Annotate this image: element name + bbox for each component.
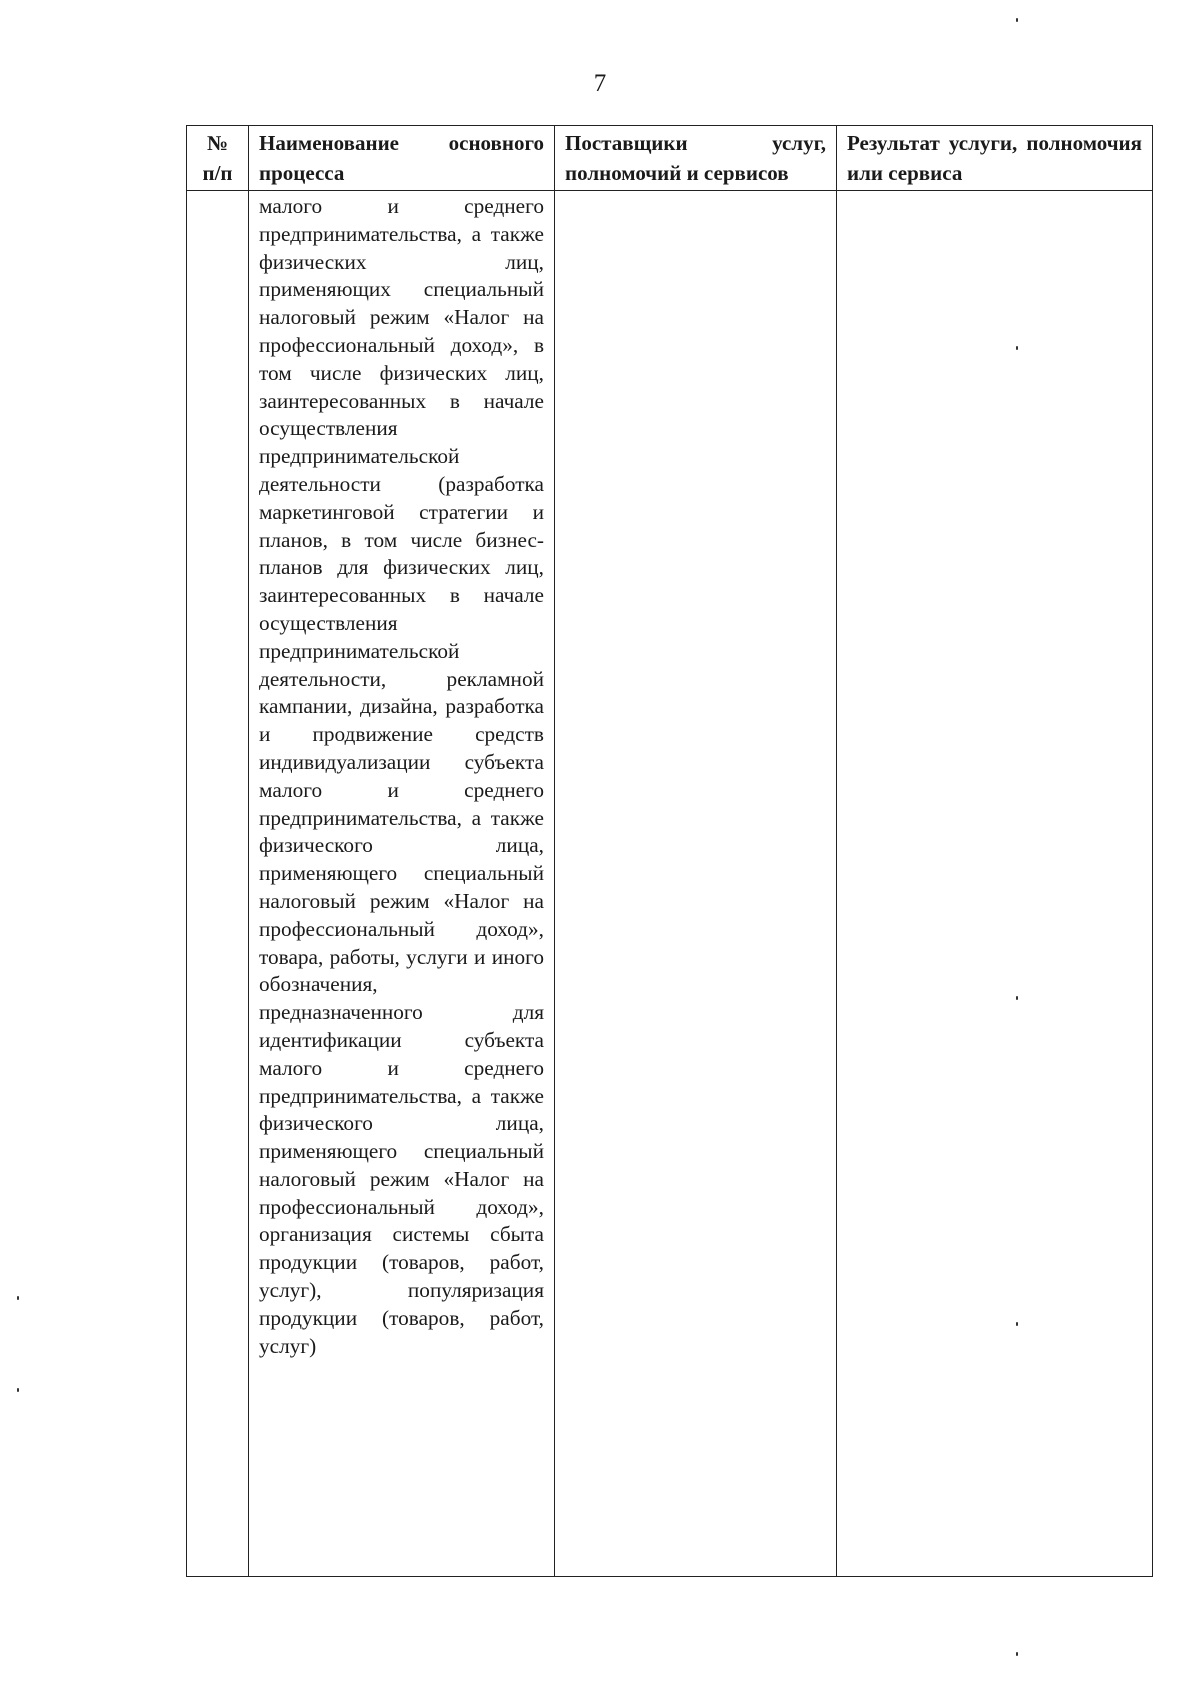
page-number: 7: [593, 70, 607, 97]
header-result: Результат услуги, полномочия или сервиса: [837, 126, 1153, 191]
process-table: [186, 125, 1153, 1577]
scan-speck: [17, 1388, 19, 1392]
table-row: [187, 191, 1153, 1577]
cell-number: [187, 191, 249, 1577]
header-providers: Поставщики услуг, полномочий и сервисов: [555, 126, 837, 191]
scan-speck: [1016, 1322, 1018, 1326]
process-description: малого и среднего предпринимательства, а также физических лиц, применяющих специальный налоговый режим «Налог на профессиональный доход», в том числе физических лиц, заинтересованных в начале осуществления предпринимательской деятельности (разработка маркетинговой стратегии и планов, в том числе бизнес-планов для физических лиц, заинтересованных в начале осуществления предпринимательской деятельности, рекламной кампании, дизайна, разработка и продвижение средств индивидуализации субъекта малого и среднего предпринимательства, а также физического лица, применяющего специальный налоговый режим «Налог на профессиональный доход», товара, работы, услуги и иного обозначения, предназначенного для идентификации субъекта малого и среднего предпринимательства, а также физического лица, применяющего специальный налоговый режим «Налог на профессиональный доход», организация системы сбыта продукции (товаров, работ, услуг), популяризация продукции (товаров, работ, услуг): [259, 194, 544, 1358]
cell-providers: [555, 191, 837, 1577]
scan-speck: [1016, 996, 1018, 1000]
cell-result: [837, 191, 1153, 1577]
table-header-row: [187, 126, 1153, 191]
header-number: № п/п: [187, 126, 249, 191]
scan-speck: [1016, 1652, 1018, 1656]
scan-speck: [17, 1296, 19, 1300]
cell-process-name: [249, 191, 555, 1577]
header-process-name: Наименование основного процесса: [249, 126, 555, 191]
scan-speck: [1016, 18, 1018, 22]
scan-speck: [1016, 346, 1018, 350]
